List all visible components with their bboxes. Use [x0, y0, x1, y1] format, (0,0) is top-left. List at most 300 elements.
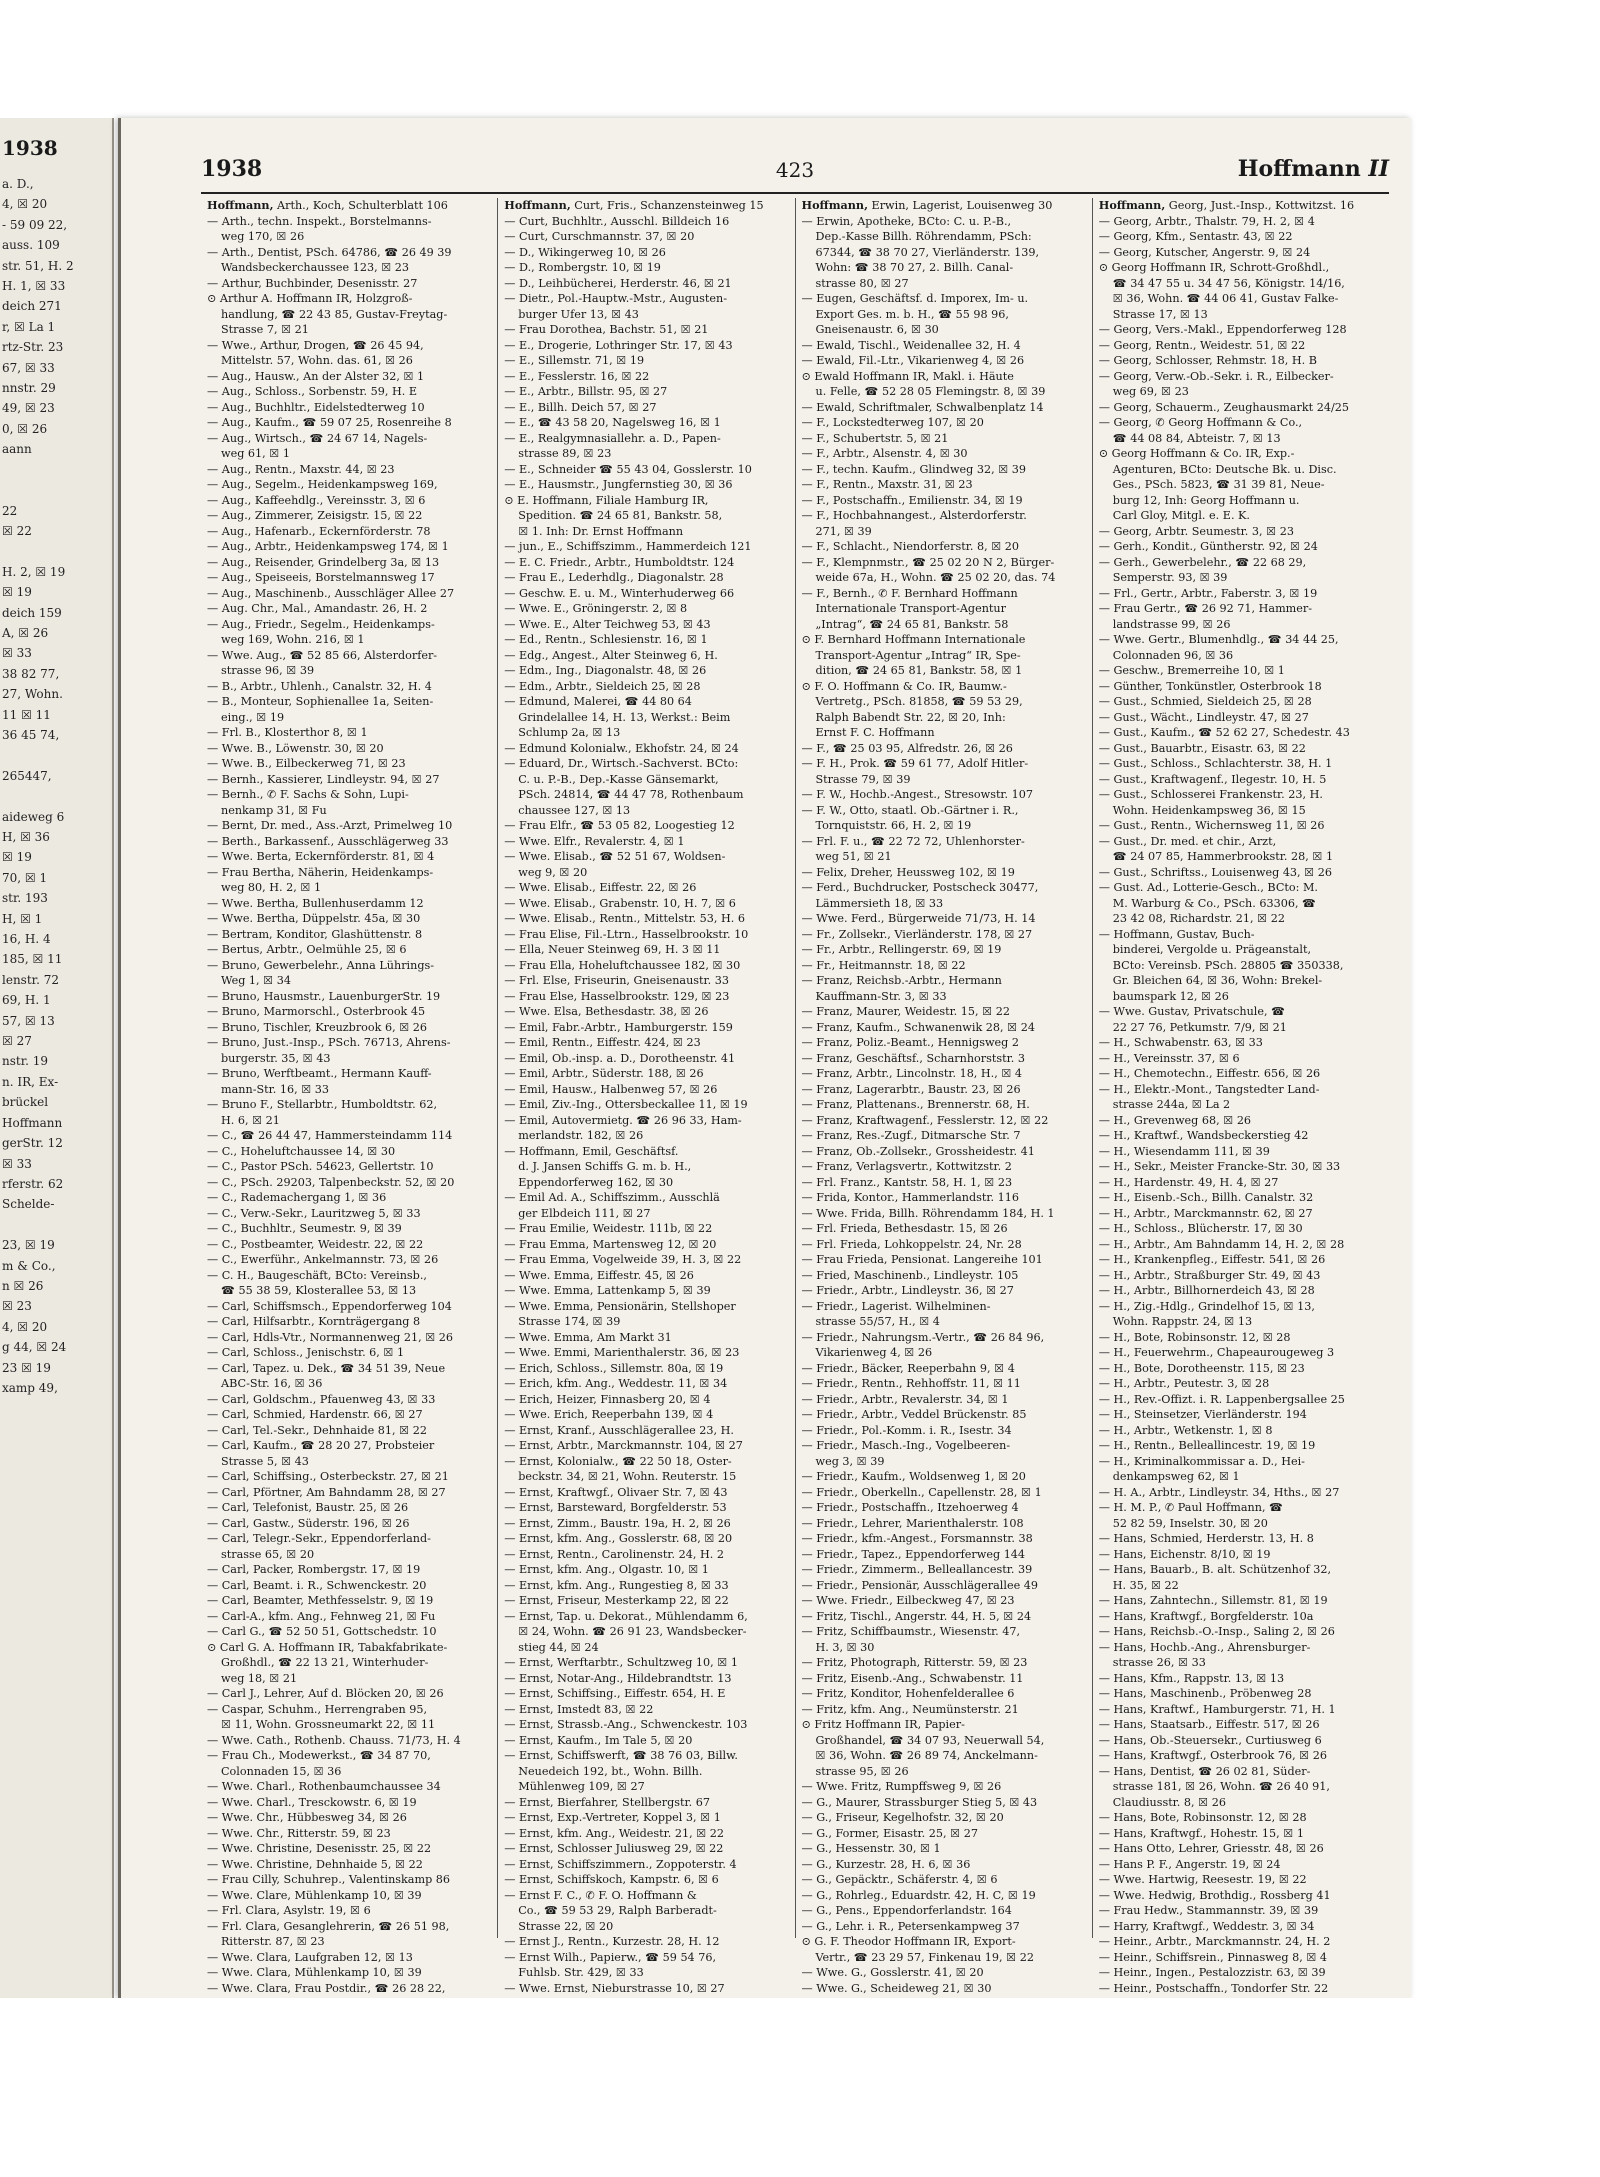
directory-entry: baumspark 12, ☒ 26 — [1112, 989, 1229, 1003]
directory-entry: — Bruno, Gewerbelehr., Anna Lührings- — [207, 958, 435, 972]
directory-entry: — E., Schneider ☎ 55 43 04, Gosslerstr. 10 — [504, 462, 752, 476]
directory-entry: — Frau Frieda, Pensionat. Langereihe 101 — [801, 1253, 1043, 1266]
directory-entry: — Heinr., Postschaffn., Tondorfer Str. 22 — [1098, 1981, 1329, 1995]
directory-entry: — Wwe. Elisab., ☎ 52 51 67, Woldsen- — [504, 850, 726, 863]
directory-entry: Hoffmann, Arth., Koch, Schulterblatt 106 — [207, 198, 448, 212]
directory-entry: Neuedeich 192, bt., Wohn. Billh. — [518, 1764, 703, 1778]
directory-entry: — Aug., Kaffeehdlg., Vereinsstr. 3, ☒ 6 — [207, 493, 426, 507]
directory-entry: — Frau Elise, Fil.-Ltrn., Hasselbrookstr. 10 — [504, 927, 749, 941]
directory-entry: ☒ 11, Wohn. Grossneumarkt 22, ☒ 11 — [221, 1718, 436, 1731]
directory-entry: Grindelallee 14, H. 13, Werkst.: Beim — [518, 710, 731, 724]
directory-entry: 271, ☒ 39 — [815, 524, 872, 538]
previous-page-line: 36 45 74, — [2, 727, 60, 742]
directory-entry: — Erich, Schloss., Sillemstr. 80a, ☒ 19 — [504, 1361, 724, 1375]
page-year: 1938 — [201, 156, 263, 182]
directory-entry: — E., Arbtr., Billstr. 95, ☒ 27 — [504, 385, 668, 398]
previous-page-line: auss. 109 — [2, 238, 60, 253]
directory-entry: — Carl, Schiffsmsch., Eppendorferweg 104 — [207, 1299, 452, 1313]
directory-entry: C. u. P.-B., Dep.-Kasse Gänsemarkt, — [518, 772, 719, 786]
directory-entry: Lämmersieth 18, ☒ 33 — [815, 896, 944, 910]
directory-entry: — Frau Elfr., ☎ 53 05 82, Loogestieg 12 — [504, 819, 735, 832]
directory-page — [118, 118, 1411, 1998]
directory-entry: — Hans, Kraftwgf., Osterbrook 76, ☒ 26 — [1098, 1749, 1328, 1762]
directory-entry: — Arthur, Buchbinder, Desenisstr. 27 — [207, 276, 418, 290]
directory-entry: — Frau Hedw., Stammannstr. 39, ☒ 39 — [1098, 1904, 1319, 1917]
directory-entry: — E., ☎ 43 58 20, Nagelsweg 16, ☒ 1 — [504, 416, 721, 429]
directory-entry: — Ernst, Barsteward, Borgfelderstr. 53 — [504, 1501, 727, 1514]
directory-entry: Hoffmann, Georg, Just.-Insp., Kottwitzst. 16 — [1098, 198, 1355, 212]
directory-entry: ⊙ G. F. Theodor Hoffmann IR, Export- — [801, 1935, 1016, 1948]
directory-entry: — H., Arbtr., Straßburger Str. 49, ☒ 43 — [1098, 1268, 1321, 1282]
directory-entry: — Aug., Arbtr., Heidenkampsweg 174, ☒ 1 — [207, 540, 449, 553]
directory-entry: — Hans, Bauarb., B. alt. Schützenhof 32, — [1098, 1563, 1332, 1576]
directory-entry: BCto: Vereinsb. PSch. 28805 ☎ 350338, — [1112, 958, 1344, 972]
directory-entry: — Wwe. Clara, Frau Postdir., ☎ 26 28 22, — [207, 1981, 446, 1995]
directory-entry: Colonnaden 15, ☒ 36 — [221, 1764, 342, 1778]
directory-entry: Großhdl., ☎ 22 13 21, Winterhuder- — [221, 1656, 429, 1669]
directory-entry: — Georg, Kutscher, Angerstr. 9, ☒ 24 — [1098, 245, 1311, 259]
previous-page-line: ☒ 33 — [2, 646, 32, 661]
directory-entry: Ernst F. C. Hoffmann — [815, 726, 935, 739]
directory-entry: — Friedr., Tapez., Eppendorferweg 144 — [801, 1547, 1026, 1561]
directory-entry: — Felix, Dreher, Heussweg 102, ☒ 19 — [801, 865, 1015, 879]
directory-entry: — F., Rentn., Maxstr. 31, ☒ 23 — [801, 478, 973, 491]
directory-entry: — Fr., Arbtr., Rellingerstr. 69, ☒ 19 — [801, 943, 1002, 956]
directory-entry: — Hans, Kfm., Rappstr. 13, ☒ 13 — [1098, 1671, 1285, 1685]
directory-entry: — Wwe. Ernst, Nieburstrasse 10, ☒ 27 — [504, 1981, 725, 1995]
previous-page-line: ☒ 23 — [2, 1299, 32, 1314]
directory-entry: — Wwe. G., Scheideweg 21, ☒ 30 — [801, 1981, 992, 1995]
directory-entry: — Curt, Curschmannstr. 37, ☒ 20 — [504, 230, 695, 243]
directory-entry: — Carl, Schmied, Hardenstr. 66, ☒ 27 — [207, 1408, 423, 1421]
directory-entry: Dep.-Kasse Billh. Röhrendamm, PSch: — [815, 230, 1032, 243]
directory-entry: — Ernst, Rentn., Carolinenstr. 24, H. 2 — [504, 1547, 724, 1561]
directory-entry: — Gust., Kraftwagenf., Ilegestr. 10, H. 5 — [1098, 772, 1327, 786]
directory-entry: — Franz, Res.-Zugf., Ditmarsche Str. 7 — [801, 1129, 1021, 1142]
directory-entry: — Carl-A., kfm. Ang., Fehnweg 21, ☒ Fu — [207, 1609, 436, 1623]
directory-entry: stieg 44, ☒ 24 — [518, 1640, 599, 1654]
directory-entry: — E., Drogerie, Lothringer Str. 17, ☒ 43 — [504, 338, 733, 352]
directory-entry: chaussee 127, ☒ 13 — [518, 803, 631, 817]
directory-entry: — Georg, Schauerm., Zeughausmarkt 24/25 — [1098, 400, 1349, 414]
previous-page-line: 69, H. 1 — [2, 993, 51, 1008]
directory-entry: — Wwe. Elsa, Bethesdastr. 38, ☒ 26 — [504, 1005, 709, 1018]
directory-entry: — Aug., Wirtsch., ☎ 24 67 14, Nagels- — [207, 431, 428, 445]
directory-entry: ⊙ E. Hoffmann, Filiale Hamburg IR, — [504, 493, 709, 507]
directory-entry: — Friedr., Bäcker, Reeperbahn 9, ☒ 4 — [801, 1361, 1015, 1375]
directory-entry: weg 18, ☒ 21 — [221, 1671, 298, 1685]
directory-entry: — H., Schwabenstr. 63, ☒ 33 — [1098, 1036, 1263, 1049]
directory-entry: — Aug., Hafenarb., Eckernförderstr. 78 — [207, 524, 431, 538]
directory-entry: — Wwe. Erich, Reeperbahn 139, ☒ 4 — [504, 1408, 714, 1421]
directory-entry: — Friedr., Lagerist. Wilhelminen- — [801, 1299, 991, 1313]
directory-entry: denkampsweg 62, ☒ 1 — [1112, 1470, 1240, 1483]
directory-entry: — Frau Ch., Modewerkst., ☎ 34 87 70, — [207, 1749, 431, 1762]
directory-entry: — Franz, Geschäftsf., Scharnhorststr. 3 — [801, 1051, 1025, 1065]
directory-entry: — Emil, Ob.-insp. a. D., Dorotheenstr. 41 — [504, 1051, 736, 1065]
directory-entry: — Wwe. Emmi, Marienthalerstr. 36, ☒ 23 — [504, 1346, 740, 1359]
directory-entry: — Gust., Schmied, Sieldeich 25, ☒ 28 — [1098, 695, 1312, 708]
directory-entry: — Fr., Heitmannstr. 18, ☒ 22 — [801, 958, 966, 972]
directory-entry: — Edm., Arbtr., Sieldeich 25, ☒ 28 — [504, 679, 701, 693]
directory-entry: — F., Arbtr., Alsenstr. 4, ☒ 30 — [801, 447, 968, 460]
directory-entry: — Wwe. Gertr., Blumenhdlg., ☎ 34 44 25, — [1098, 633, 1339, 646]
directory-entry: — Ernst, kfm. Ang., Weidestr. 21, ☒ 22 — [504, 1826, 725, 1840]
directory-entry: Strasse 79, ☒ 39 — [815, 772, 911, 786]
previous-page-line: 4, ☒ 20 — [2, 197, 48, 212]
directory-entry: — Wwe. Bertha, Düppelstr. 45a, ☒ 30 — [207, 912, 421, 925]
directory-entry: — Fritz, Schiffbaumstr., Wiesenstr. 47, — [801, 1625, 1021, 1638]
directory-entry: mann-Str. 16, ☒ 33 — [221, 1082, 330, 1096]
directory-entry: weg 9, ☒ 20 — [518, 865, 588, 879]
directory-entry: — Wwe. Charl., Rothenbaumchaussee 34 — [207, 1780, 441, 1793]
directory-entry: Wohn. Heidenkampsweg 36, ☒ 15 — [1112, 803, 1306, 817]
directory-entry: — Ernst, Tap. u. Dekorat., Mühlendamm 6, — [504, 1609, 748, 1623]
directory-entry: — G., Kurzestr. 28, H. 6, ☒ 36 — [801, 1857, 971, 1871]
directory-entry: — Ernst J., Rentn., Kurzestr. 28, H. 12 — [504, 1935, 720, 1948]
directory-entry: — Friedr., Nahrungsm.-Vertr., ☎ 26 84 96, — [801, 1330, 1045, 1344]
directory-entry: — Heinr., Arbtr., Marckmannstr. 24, H. 2 — [1098, 1935, 1331, 1948]
directory-entry: — H. M. P., ✆ Paul Hoffmann, ☎ — [1098, 1501, 1283, 1514]
directory-entry: — Ella, Neuer Steinweg 69, H. 3 ☒ 11 — [504, 943, 721, 956]
previous-page-line — [0, 745, 112, 765]
directory-entry: — Ewald, Schriftmaler, Schwalbenplatz 14 — [801, 400, 1044, 414]
directory-entry: weg 80, H. 2, ☒ 1 — [221, 881, 322, 894]
directory-entry: — Friedr., Lehrer, Marienthalerstr. 108 — [801, 1516, 1024, 1530]
directory-entry: — Bruno, Werftbeamt., Hermann Kauff- — [207, 1067, 432, 1080]
directory-entry: weg 170, ☒ 26 — [221, 230, 305, 243]
directory-entry: — Gust., Wächt., Lindleystr. 47, ☒ 27 — [1098, 710, 1309, 724]
directory-entry: Hoffmann, Curt, Fris., Schanzensteinweg 15 — [504, 198, 764, 212]
directory-entry: — Friedr., Zimmerm., Belleallancestr. 39 — [801, 1563, 1033, 1576]
directory-entry: — Hans, Kraftwgf., Hohestr. 15, ☒ 1 — [1098, 1826, 1304, 1840]
directory-entry: — Erwin, Apotheke, BCto: C. u. P.-B., — [801, 214, 1012, 228]
directory-entry: — Frl. F. u., ☎ 22 72 72, Uhlenhorster- — [801, 834, 1025, 848]
directory-entry: — Wwe. Elisab., Rentn., Mittelstr. 53, H. 6 — [504, 912, 746, 925]
directory-entry: — Frl. Frieda, Lohkoppelstr. 24, Nr. 28 — [801, 1237, 1022, 1251]
directory-entry: Co., ☎ 59 53 29, Ralph Barberadt- — [518, 1904, 717, 1917]
directory-entry: — Gerh., Gewerbelehr., ☎ 22 68 29, — [1098, 555, 1307, 569]
directory-entry: — Aug., Zimmerer, Zeisigstr. 15, ☒ 22 — [207, 509, 423, 522]
directory-entry: M. Warburg & Co., PSch. 63306, ☎ — [1112, 896, 1316, 910]
directory-entry: — Wwe. Hedwig, Brothdig., Rossberg 41 — [1098, 1888, 1331, 1902]
directory-entry: — Emil, Fabr.-Arbtr., Hamburgerstr. 159 — [504, 1020, 733, 1034]
previous-page-line: nnstr. 29 — [2, 381, 56, 396]
directory-entry: — F. H., Prok. ☎ 59 61 77, Adolf Hitler- — [801, 757, 1029, 770]
directory-entry: — Gust., Bauarbtr., Eisastr. 63, ☒ 22 — [1098, 741, 1306, 755]
directory-entry: — Georg, Rentn., Weidestr. 51, ☒ 22 — [1098, 338, 1306, 352]
directory-entry: — Eugen, Geschäftsf. d. Imporex, Im- u. — [801, 292, 1029, 305]
directory-entry: Strasse 17, ☒ 13 — [1112, 307, 1208, 321]
previous-page-line: 57, ☒ 13 — [2, 1013, 55, 1028]
directory-entry: — F., Postschaffn., Emilienstr. 34, ☒ 19 — [801, 493, 1023, 507]
directory-entry: — Ernst, Friseur, Mesterkamp 22, ☒ 22 — [504, 1594, 729, 1607]
previous-page-line: a. D., — [2, 177, 34, 191]
directory-entry: Colonnaden 96, ☒ 36 — [1112, 648, 1234, 662]
directory-entry: — Emil, Hausw., Halbenweg 57, ☒ 26 — [504, 1082, 718, 1096]
previous-page-line: 38 82 77, — [2, 666, 60, 681]
directory-entry: H. 3, ☒ 30 — [815, 1640, 875, 1654]
previous-page-line — [0, 480, 112, 500]
directory-entry: 52 82 59, Inselstr. 30, ☒ 20 — [1112, 1516, 1268, 1530]
directory-entry: — Ernst, Strassb.-Ang., Schwenckestr. 103 — [504, 1718, 748, 1731]
directory-entry: handlung, ☎ 22 43 85, Gustav-Freytag- — [221, 307, 448, 321]
directory-entry: — C., Hoheluftchaussee 14, ☒ 30 — [207, 1144, 396, 1158]
directory-entry: — Frau Ella, Hoheluftchaussee 182, ☒ 30 — [504, 958, 741, 972]
previous-page-edge — [0, 118, 114, 1998]
directory-entry: — H., Vereinsstr. 37, ☒ 6 — [1098, 1051, 1240, 1065]
directory-entry: ⊙ Carl G. A. Hoffmann IR, Tabakfabrikate- — [207, 1640, 448, 1654]
directory-entry: — Frau Cilly, Schuhrep., Valentinskamp 86 — [207, 1873, 451, 1886]
directory-entry: — Frau Else, Hasselbrookstr. 129, ☒ 23 — [504, 989, 730, 1003]
directory-entry: — C., Buchhltr., Seumestr. 9, ☒ 39 — [207, 1222, 402, 1235]
directory-entry: — Wwe. Ferd., Bürgerweide 71/73, H. 14 — [801, 912, 1036, 925]
directory-entry: — Bruno, Just.-Insp., PSch. 76713, Ahrens- — [207, 1036, 451, 1049]
directory-entry: — Hans, Kraftwf., Hamburgerstr. 71, H. 1 — [1098, 1702, 1336, 1716]
directory-entry: — G., Rohrleg., Eduardstr. 42, H. C, ☒ 19 — [801, 1888, 1036, 1902]
directory-entry: weg 3, ☒ 39 — [815, 1454, 885, 1468]
directory-entry: — Franz, Arbtr., Lincolnstr. 18, H., ☒ 4 — [801, 1067, 1023, 1080]
directory-entry: — Hans, Maschinenb., Pröbenweg 28 — [1098, 1687, 1312, 1700]
directory-entry: — Arth., techn. Inspekt., Borstelmanns- — [207, 214, 432, 228]
directory-entry: — Franz, Ob.-Zollsekr., Grossheidestr. 41 — [801, 1144, 1035, 1158]
previous-page-line — [0, 460, 112, 480]
directory-entry: — Hans, Staatsarb., Eiffestr. 517, ☒ 26 — [1098, 1718, 1320, 1731]
previous-page-line — [0, 786, 112, 806]
directory-entry: — H., Bote, Dorotheenstr. 115, ☒ 23 — [1098, 1361, 1305, 1375]
directory-entry: — G., Pens., Eppendorferlandstr. 164 — [801, 1904, 1012, 1917]
directory-entry: — Wwe. Bertha, Bullenhuserdamm 12 — [207, 896, 424, 910]
directory-entry: — Georg, Verw.-Ob.-Sekr. i. R., Eilbecker- — [1098, 369, 1334, 383]
previous-page-line: deich 271 — [2, 299, 62, 314]
directory-entry: — Frau Emma, Vogelweide 39, H. 3, ☒ 22 — [504, 1253, 742, 1266]
directory-entry: — Geschw., Bremerreihe 10, ☒ 1 — [1098, 664, 1285, 677]
directory-entry: — Hans, Hochb.-Ang., Ahrensburger- — [1098, 1640, 1311, 1654]
directory-entry: ⊙ Arthur A. Hoffmann IR, Holzgroß- — [207, 292, 413, 305]
page-running-head — [1238, 156, 1389, 182]
directory-entry: — Bruno, Tischler, Kreuzbrook 6, ☒ 26 — [207, 1020, 428, 1034]
previous-page-line — [0, 1215, 112, 1235]
directory-column-3 — [796, 198, 1093, 1995]
previous-page-line: str. 193 — [2, 891, 48, 906]
directory-entry: — Georg, ✆ Georg Hoffmann & Co., — [1098, 416, 1303, 429]
directory-entry: — Eduard, Dr., Wirtsch.-Sachverst. BCto: — [504, 757, 739, 770]
directory-entry: — H., Zig.-Hdlg., Grindelhof 15, ☒ 13, — [1098, 1299, 1315, 1313]
directory-entry: — Carl J., Lehrer, Auf d. Blöcken 20, ☒ 26 — [207, 1687, 444, 1700]
directory-entry: — F. W., Otto, staatl. Ob.-Gärtner i. R., — [801, 803, 1019, 817]
directory-entry: — Bernh., ✆ F. Sachs & Sohn, Lupi- — [207, 788, 409, 801]
directory-entry: — H., Chemotechn., Eiffestr. 656, ☒ 26 — [1098, 1067, 1321, 1080]
directory-entry: — Erich, Heizer, Finnasberg 20, ☒ 4 — [504, 1392, 711, 1406]
directory-entry: — Hans, Reichsb.-O.-Insp., Saling 2, ☒ 26 — [1098, 1625, 1335, 1638]
scan-bottom-margin — [0, 1998, 1600, 2177]
directory-entry: — Erich, kfm. Ang., Weddestr. 11, ☒ 34 — [504, 1377, 728, 1390]
previous-page-line: 23, ☒ 19 — [2, 1238, 55, 1253]
directory-entry: — Friedr., Oberkelln., Capellenstr. 28, ☒ 1 — [801, 1485, 1042, 1499]
directory-entry: Strasse 174, ☒ 39 — [518, 1315, 621, 1328]
directory-entry: — Frau Bertha, Näherin, Heidenkamps- — [207, 865, 434, 879]
directory-entry: — Geschw. E. u. M., Winterhuderweg 66 — [504, 586, 735, 600]
directory-entry: — Georg, Kfm., Sentastr. 43, ☒ 22 — [1098, 230, 1293, 243]
previous-page-line: H, ☒ 1 — [2, 911, 43, 926]
directory-entry: Großhandel, ☎ 34 07 93, Neuerwall 54, — [815, 1733, 1045, 1747]
directory-entry: — Frl. B., Klosterthor 8, ☒ 1 — [207, 726, 368, 739]
directory-entry: Export Ges. m. b. H., ☎ 55 98 96, — [815, 307, 1009, 321]
directory-entry: ⊙ Georg Hoffmann & Co. IR, Exp.- — [1098, 447, 1295, 460]
directory-entry: — Wwe. B., Eilbeckerweg 71, ☒ 23 — [207, 757, 406, 770]
directory-entry: — Ed., Rentn., Schlesienstr. 16, ☒ 1 — [504, 633, 708, 646]
directory-entry: strasse 65, ☒ 20 — [221, 1547, 315, 1561]
directory-entry: — Wwe. Christine, Desenisstr. 25, ☒ 22 — [207, 1842, 432, 1855]
directory-entry: — F., Lockstedterweg 107, ☒ 20 — [801, 416, 984, 429]
directory-entry: — Franz, Poliz.-Beamt., Hennigsweg 2 — [801, 1036, 1020, 1049]
header-rule — [201, 192, 1389, 194]
previous-page-line: m & Co., — [2, 1258, 56, 1273]
directory-entry: — Ernst, Notar-Ang., Hildebrandtstr. 13 — [504, 1671, 732, 1685]
directory-entry: — Aug., Friedr., Segelm., Heidenkamps- — [207, 617, 435, 631]
previous-page-line: gerStr. 12 — [2, 1136, 63, 1151]
directory-entry: — G., Former, Eisastr. 25, ☒ 27 — [801, 1826, 978, 1840]
directory-entry: — Ernst, Schiffswerft, ☎ 38 76 03, Billw. — [504, 1749, 738, 1762]
directory-entry: Carl Gloy, Mitgl. e. E. K. — [1112, 509, 1250, 522]
directory-entry: — Wwe. B., Löwenstr. 30, ☒ 20 — [207, 741, 384, 755]
directory-entry: — Emil, Arbtr., Süderstr. 188, ☒ 26 — [504, 1067, 704, 1080]
previous-page-line: rtz-Str. 23 — [2, 340, 64, 355]
directory-entry: — C., Verw.-Sekr., Lauritzweg 5, ☒ 33 — [207, 1206, 421, 1220]
directory-entry: — Hans, Eichenstr. 8/10, ☒ 19 — [1098, 1547, 1271, 1561]
previous-page-header: 1938 — [2, 136, 58, 160]
directory-entry: 22 27 76, Petkumstr. 7/9, ☒ 21 — [1112, 1020, 1287, 1034]
running-head-name: Hoffmann — [1237, 156, 1361, 182]
directory-entry: — H., Elektr.-Mont., Tangstedter Land- — [1098, 1082, 1320, 1096]
directory-entry: — H., Krankenpfleg., Eiffestr. 541, ☒ 26 — [1098, 1253, 1326, 1266]
directory-entry: — Hans Otto, Lehrer, Griesstr. 48, ☒ 26 — [1098, 1842, 1324, 1855]
directory-entry: — Heinr., Schiffsrein., Pinnasweg 8, ☒ 4 — [1098, 1950, 1328, 1964]
directory-entry: — Ernst, Werftarbtr., Schultzweg 10, ☒ 1 — [504, 1656, 738, 1669]
directory-entry: — Emil, Rentn., Eiffestr. 424, ☒ 23 — [504, 1036, 701, 1049]
directory-entry: — Hans, Kraftwgf., Borgfelderstr. 10a — [1098, 1609, 1314, 1623]
directory-entry: — Gust., Schriftss., Louisenweg 43, ☒ 26 — [1098, 865, 1332, 879]
directory-entry: — Wwe. Gustav, Privatschule, ☎ — [1098, 1005, 1286, 1018]
previous-page-line: ☒ 22 — [2, 523, 32, 538]
directory-entry: — Frl. Clara, Asylstr. 19, ☒ 6 — [207, 1904, 371, 1917]
directory-entry: beckstr. 34, ☒ 21, Wohn. Reuterstr. 15 — [518, 1470, 737, 1483]
directory-entry: — Aug., Reisender, Grindelberg 3a, ☒ 13 — [207, 555, 440, 569]
directory-entry: — H., Hardenstr. 49, H. 4, ☒ 27 — [1098, 1175, 1279, 1189]
directory-entry: — Ernst, Schiffsing., Eiffestr. 654, H. E — [504, 1687, 726, 1700]
directory-entry: Weg 1, ☒ 34 — [221, 974, 291, 987]
directory-entry: — Ernst, Kaufm., Im Tale 5, ☒ 20 — [504, 1733, 693, 1747]
running-head-volume: II — [1368, 156, 1389, 182]
directory-column-1 — [201, 198, 498, 1995]
directory-entry: — H., Steinsetzer, Vierländerstr. 194 — [1098, 1408, 1307, 1421]
directory-entry: — Carl G., ☎ 52 50 51, Gottschedstr. 10 — [207, 1625, 437, 1638]
directory-entry: strasse 244a, ☒ La 2 — [1112, 1098, 1231, 1111]
directory-entry: — Gust., Schloss., Schlachterstr. 38, H. 1 — [1098, 757, 1333, 770]
directory-entry: — Hans, Dentist, ☎ 26 02 81, Süder- — [1098, 1764, 1311, 1778]
directory-entry: — F., Hochbahnangest., Alsterdorferstr. — [801, 509, 1027, 522]
directory-entry: — H., Rev.-Offizt. i. R. Lappenbergsallee 25 — [1098, 1392, 1345, 1406]
previous-page-line: n ☒ 26 — [2, 1278, 44, 1293]
directory-entry: — G., Maurer, Strassburger Stieg 5, ☒ 43 — [801, 1795, 1038, 1809]
directory-entry: — H., Eisenb.-Sch., Billh. Canalstr. 32 — [1098, 1191, 1314, 1204]
directory-entry: — Frl., Gertr., Arbtr., Faberstr. 3, ☒ 19 — [1098, 586, 1318, 600]
directory-entry: — Carl, Telegr.-Sekr., Eppendorferland- — [207, 1532, 431, 1545]
directory-entry: — E., Realgymnasiallehr. a. D., Papen- — [504, 431, 721, 445]
directory-entry: — Edmund Kolonialw., Ekhofstr. 24, ☒ 24 — [504, 741, 739, 755]
directory-entry: — D., Rombergstr. 10, ☒ 19 — [504, 261, 661, 274]
directory-entry: — Georg, Arbtr., Thalstr. 79, H. 2, ☒ 4 — [1098, 214, 1315, 228]
previous-page-line: ☒ 33 — [2, 1156, 32, 1171]
previous-page-line: 265447, — [2, 768, 52, 783]
directory-entry: — Wwe., Arthur, Drogen, ☎ 26 45 94, — [207, 338, 424, 352]
directory-entry: — H., Feuerwehrm., Chapeaurougeweg 3 — [1098, 1346, 1335, 1359]
directory-entry: Claudiusstr. 8, ☒ 26 — [1112, 1795, 1226, 1809]
directory-entry: — Wwe. Fritz, Rumpffsweg 9, ☒ 26 — [801, 1780, 1002, 1793]
directory-entry: ☒ 1. Inh: Dr. Ernst Hoffmann — [518, 524, 684, 538]
directory-entry: Strasse 22, ☒ 20 — [518, 1919, 614, 1933]
directory-entry: — Carl, Schloss., Jenischstr. 6, ☒ 1 — [207, 1346, 405, 1359]
directory-entry: ☒ 36, Wohn. ☎ 44 06 41, Gustav Falke- — [1112, 292, 1339, 305]
page-header — [201, 148, 1389, 188]
directory-entry: H. 35, ☒ 22 — [1112, 1578, 1179, 1592]
directory-entry: Schlump 2a, ☒ 13 — [518, 726, 621, 739]
directory-entry: — Carl, Pförtner, Am Bahndamm 28, ☒ 27 — [207, 1485, 446, 1499]
directory-entry: — Emil, Ziv.-Ing., Ottersbeckallee 11, ☒ 19 — [504, 1098, 748, 1111]
directory-entry: — Frau Gertr., ☎ 26 92 71, Hammer- — [1098, 602, 1313, 615]
directory-entry: weg 61, ☒ 1 — [221, 447, 290, 460]
directory-entry: — Gust., Rentn., Wichernsweg 11, ☒ 26 — [1098, 819, 1325, 832]
directory-entry: „Intrag“, ☎ 24 65 81, Bankstr. 58 — [815, 617, 1009, 631]
directory-entry: strasse 181, ☒ 26, Wohn. ☎ 26 40 91, — [1112, 1780, 1330, 1793]
directory-entry: — Carl, Beamter, Methfesselstr. 9, ☒ 19 — [207, 1594, 434, 1607]
directory-entry: landstrasse 99, ☒ 26 — [1112, 617, 1231, 631]
directory-entry: — Gust. Ad., Lotterie-Gesch., BCto: M. — [1098, 881, 1318, 894]
directory-entry: — Wwe. Berta, Eckernförderstr. 81, ☒ 4 — [207, 850, 435, 863]
directory-entry: — Aug., Segelm., Heidenkampsweg 169, — [207, 478, 438, 491]
directory-entry: 23 42 08, Richardstr. 21, ☒ 22 — [1112, 912, 1285, 925]
previous-page-line: H. 1, ☒ 33 — [2, 279, 66, 294]
directory-entry: — Carl, Hdls-Vtr., Normannenweg 21, ☒ 26 — [207, 1330, 454, 1344]
directory-entry: — Wwe. Elfr., Revalerstr. 4, ☒ 1 — [504, 834, 685, 848]
directory-entry: H. 6, ☒ 21 — [221, 1113, 280, 1127]
directory-entry: — Hans P. F., Angerstr. 19, ☒ 24 — [1098, 1857, 1281, 1871]
directory-entry: — Ernst, Schiffszimmern., Zoppoterstr. 4 — [504, 1857, 737, 1871]
directory-entry: — Fritz, Tischl., Angerstr. 44, H. 5, ☒ 24 — [801, 1609, 1032, 1623]
directory-entry: eing., ☒ 19 — [221, 710, 285, 724]
directory-entry: — Wwe. Clara, Laufgraben 12, ☒ 13 — [207, 1950, 413, 1964]
directory-entry: Eppendorferweg 162, ☒ 30 — [518, 1175, 674, 1189]
previous-page-line: g 44, ☒ 24 — [2, 1340, 67, 1355]
directory-entry: — C., PSch. 29203, Talpenbeckstr. 52, ☒ 20 — [207, 1175, 455, 1189]
directory-entry: — Frl. Clara, Gesanglehrerin, ☎ 26 51 98, — [207, 1919, 450, 1933]
directory-entry: — Frau Emilie, Weidestr. 111b, ☒ 22 — [504, 1222, 713, 1235]
directory-entry: — C., Rademachergang 1, ☒ 36 — [207, 1191, 387, 1204]
previous-page-line: n. IR, Ex- — [2, 1074, 59, 1089]
directory-entry: — Hans, Zahntechn., Sillemstr. 81, ☒ 19 — [1098, 1594, 1328, 1607]
previous-page-line: A, ☒ 26 — [2, 625, 49, 640]
directory-entry: ☎ 55 38 59, Klosterallee 53, ☒ 13 — [221, 1284, 417, 1297]
directory-entry: — Hoffmann, Emil, Geschäftsf. — [504, 1144, 679, 1158]
previous-page-line: Hoffmann — [2, 1115, 63, 1130]
previous-page-line: ☒ 27 — [2, 1034, 32, 1049]
directory-entry: ⊙ Georg Hoffmann IR, Schrott-Großhdl., — [1098, 261, 1330, 274]
directory-entry: — Ernst, Kolonialw., ☎ 22 50 18, Oster- — [504, 1454, 732, 1468]
directory-entry: — C., Ewerführ., Ankelmannstr. 73, ☒ 26 — [207, 1253, 439, 1266]
directory-entry: — Frau Dorothea, Bachstr. 51, ☒ 21 — [504, 323, 709, 336]
directory-entry: — Frl. Else, Friseurin, Gneisenaustr. 33 — [504, 974, 729, 987]
directory-entry: ☎ 44 08 84, Abteistr. 7, ☒ 13 — [1112, 431, 1281, 445]
